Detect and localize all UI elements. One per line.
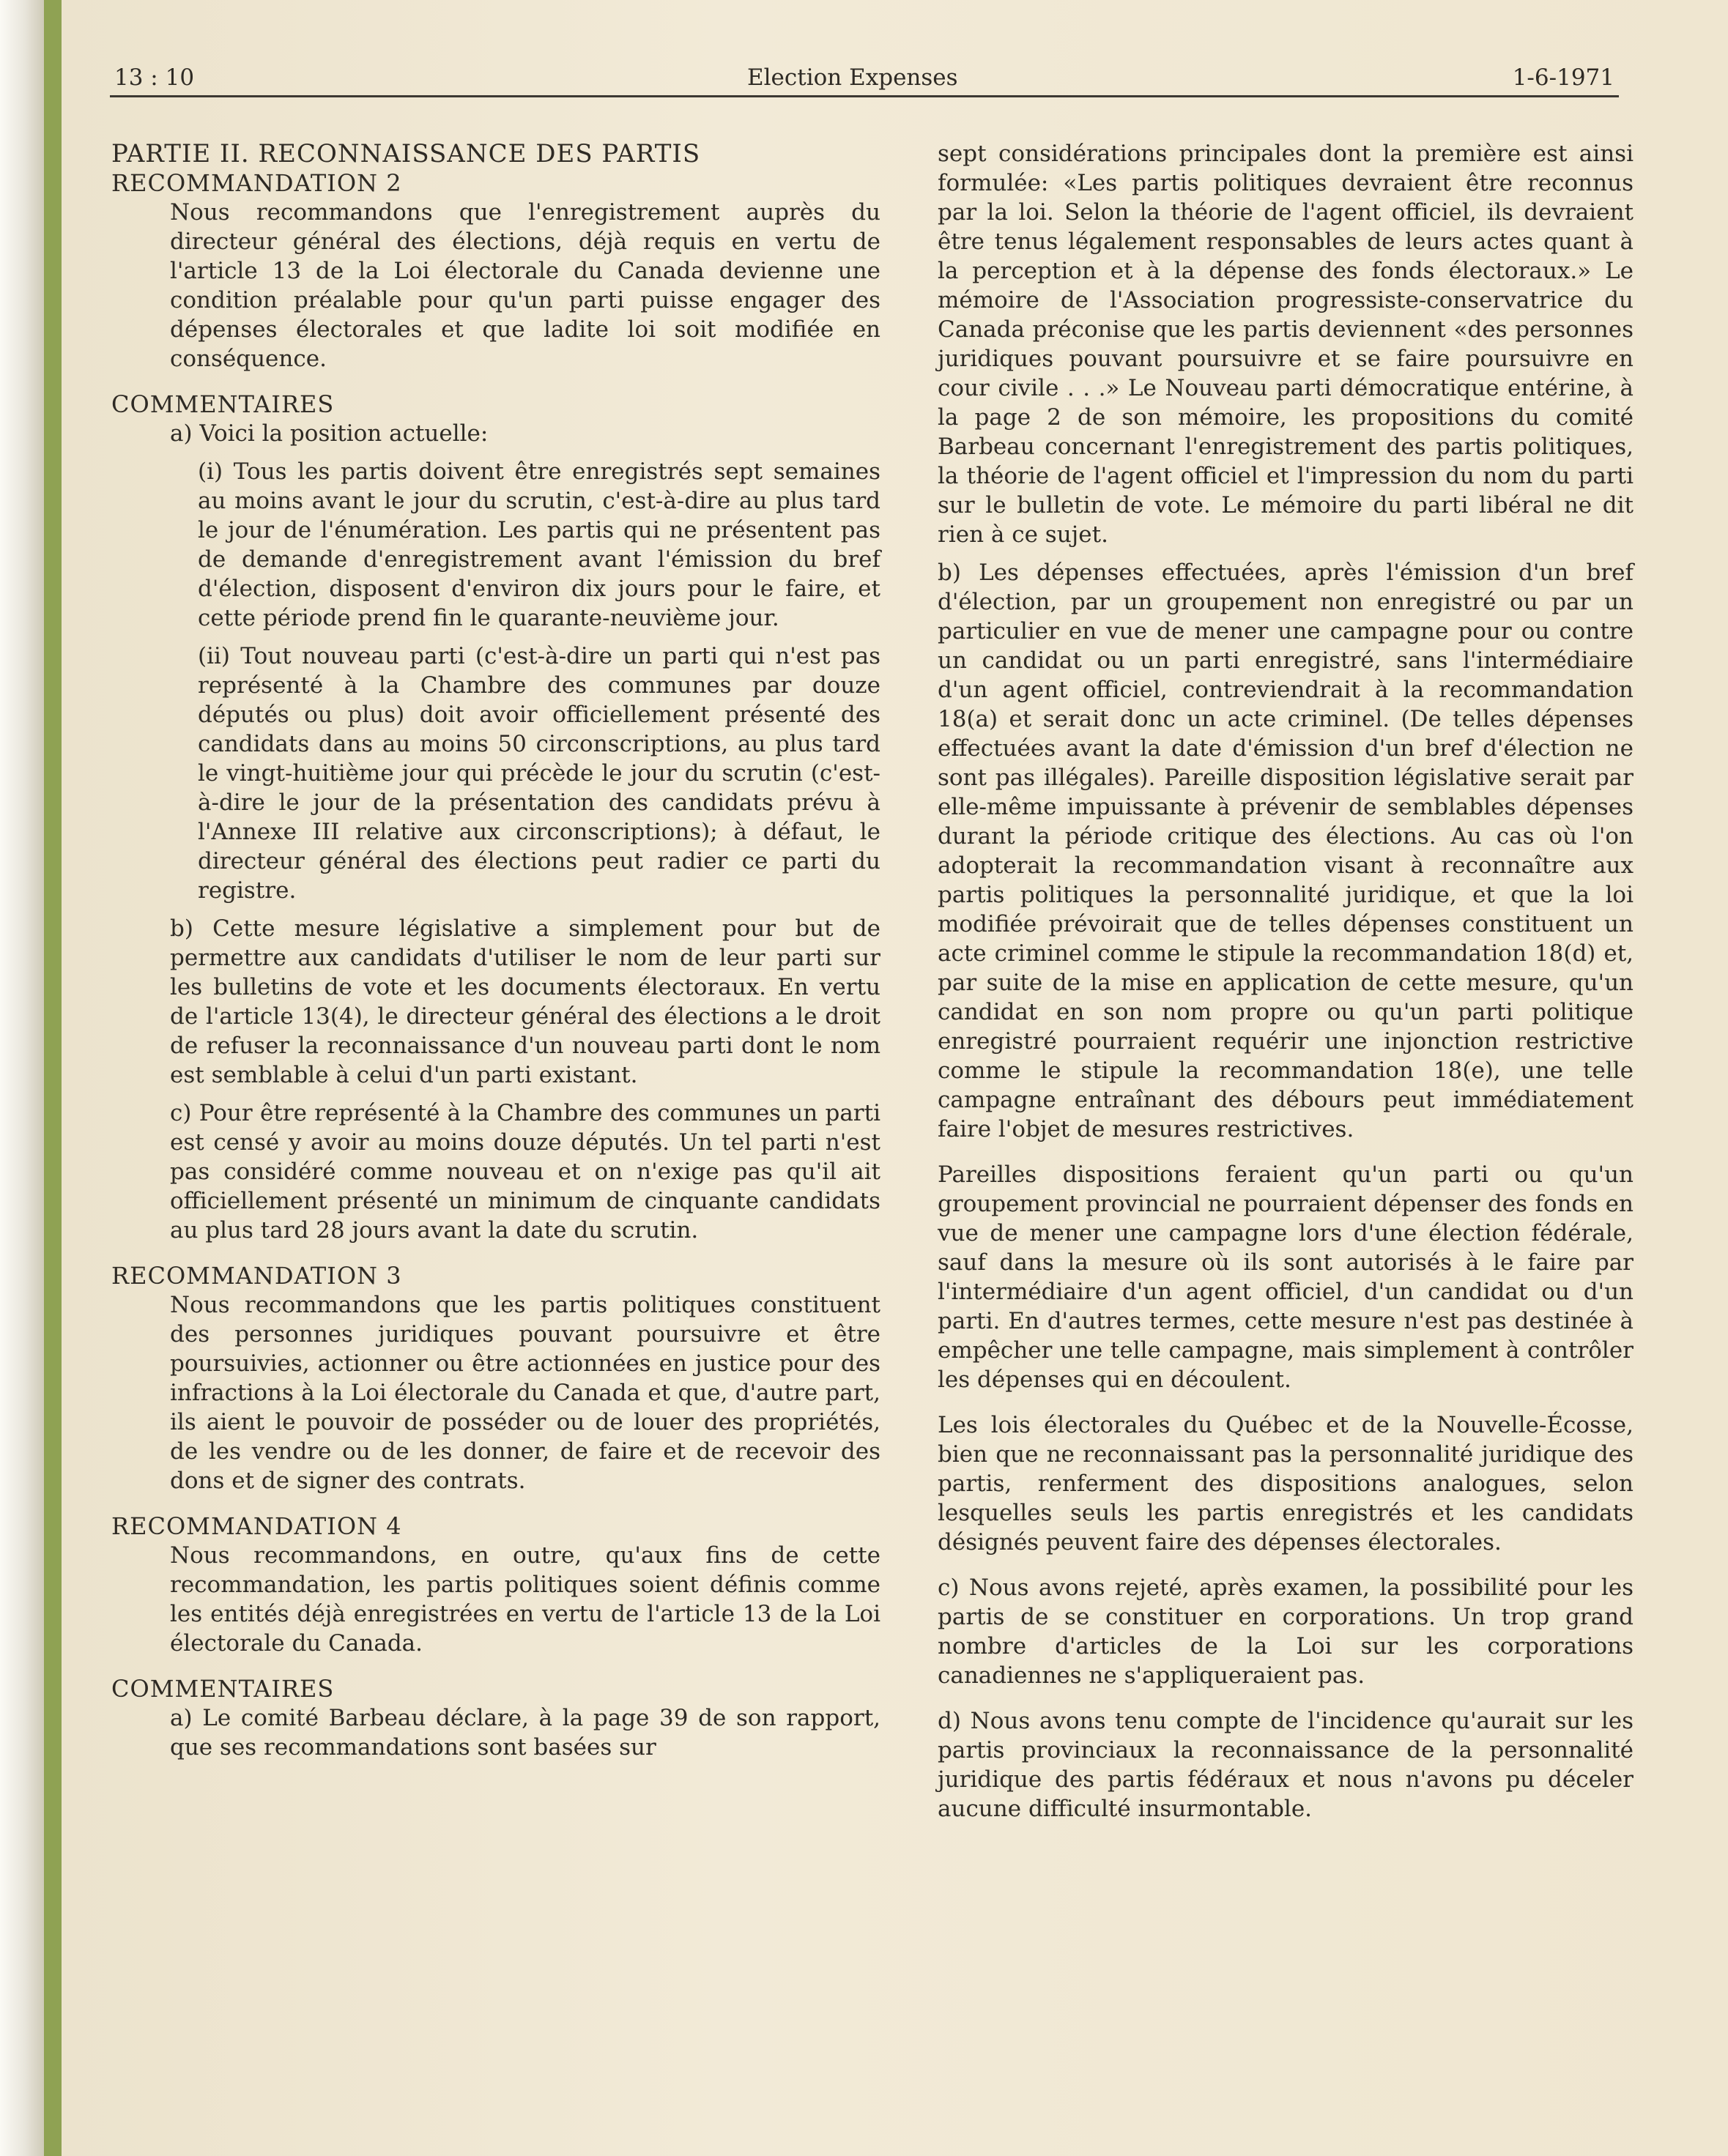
comments-heading-2: COMMENTAIRES	[111, 1675, 335, 1703]
recommendation-4-heading: RECOMMANDATION 4	[111, 1512, 402, 1540]
recommendation-2-heading: RECOMMANDATION 2	[111, 169, 402, 197]
recommendation-4-text: Nous recommandons, en outre, qu'aux fins de cette recommandation, les partis politiques soient définis comme les entités déjà enregistrées en vertu de l'article 13 de la Loi électorale du Canada.	[170, 1542, 880, 1657]
part-title: PARTIE II. RECONNAISSANCE DES PARTIS	[111, 139, 701, 168]
comment-1a-ii: (ii) Tout nouveau parti (c'est-à-dire un parti qui n'est pas représenté à la Chambre des communes par douze députés ou plus) doit avoir officiellement présenté des candidats dans au moins 50 circonscriptions, au plus tard le vingt-huitième jour qui précède le jour du scrutin (c'est-à-dire le jour de la présentation des candidats prévu à l'Annexe III relative aux circonscriptions); à défaut, le directeur général des élections peut radier ce parti du registre.	[198, 643, 880, 904]
comments-heading-1: COMMENTAIRES	[111, 390, 335, 418]
right-column	[938, 139, 1634, 1824]
right-paragraph-6: d) Nous avons tenu compte de l'incidence qu'aurait sur les partis provinciaux la reconnaissance de la personnalité juridique des partis fédéraux et nous n'avons pu déceler aucune difficulté insurmontable.	[938, 1708, 1634, 1822]
right-paragraph-3: Pareilles dispositions feraient qu'un parti ou qu'un groupement provincial ne pourraient dépenser des fonds en vue de mener une campagne lors d'une élection fédérale, sauf dans la mesure où ils sont autorisés à le faire par l'intermédiaire d'un agent officiel, d'un candidat ou d'un parti. En d'autres termes, cette mesure n'est pas destinée à empêcher une telle campagne, mais simplement à contrôler les dépenses qui en découlent.	[938, 1161, 1634, 1393]
page-number: 13 : 10	[114, 64, 195, 91]
left-column	[111, 139, 880, 1762]
comment-1a-i: (i) Tous les partis doivent être enregistrés sept semaines au moins avant le jour du scrutin, c'est-à-dire au plus tard le jour de l'énumération. Les partis qui ne présentent pas de demande d'enregistrement avant l'émission du bref d'élection, disposent d'environ dix jours pour le faire, et cette période prend fin le quarante-neuvième jour.	[198, 458, 880, 631]
right-paragraph-2: b) Les dépenses effectuées, après l'émission d'un bref d'élection, par un groupement non enregistré ou par un particulier en vue de mener une campagne pour ou contre un candidat ou un parti enregistré, sans l'intermédiaire d'un agent officiel, contreviendrait à la recommandation 18(a) et serait donc un acte criminel. (De telles dépenses effectuées avant la date d'émission d'un bref d'élection ne sont pas illégales). Pareille disposition législative serait par elle-même impuissante à prévenir de semblables dépenses durant la période critique des élections. Au cas où l'on adopterait la recommandation visant à reconnaître aux partis politiques la personnalité juridique, et que la loi modifiée prévoirait que de telles dépenses constituent un acte criminel comme le stipule la recommandation 18(d) et, par suite de la mise en application de cette mesure, qu'un candidat en son nom propre ou qu'un parti politique enregistré pourraient requérir une injonction restrictive comme le stipule la recommandation 18(e), une telle campagne entraînant des débours peut immédiatement faire l'objet de mesures restrictives.	[938, 560, 1634, 1142]
recommendation-3-heading: RECOMMANDATION 3	[111, 1262, 402, 1290]
header-date: 1-6-1971	[1512, 64, 1614, 91]
page-stack-edge	[0, 0, 44, 2156]
header-title: Election Expenses	[747, 64, 958, 91]
right-paragraph-4: Les lois électorales du Québec et de la Nouvelle-Écosse, bien que ne reconnaissant pas la personnalité juridique des partis, renferment des dispositions analogues, selon lesquelles seuls les partis enregistrés et les candidats désignés peuvent faire des dépenses électorales.	[938, 1412, 1634, 1555]
comment-1a: a) Voici la position actuelle:	[170, 420, 489, 447]
right-paragraph-1: sept considérations principales dont la première est ainsi formulée: «Les partis politiques devraient être reconnus par la loi. Selon la théorie de l'agent officiel, ils devraient être tenus légalement responsables de leurs actes quant à la perception et à la dépense des fonds électoraux.» Le mémoire de l'Association progressiste-conservatrice du Canada préconise que les partis deviennent «des personnes juridiques pouvant poursuivre et se faire poursuivre en cour civile . . .» Le Nouveau parti démocratique entérine, à la page 2 de son mémoire, les propositions du comité Barbeau concernant l'enregistrement des partis politiques, la théorie de l'agent officiel et l'impression du nom du parti sur le bulletin de vote. Le mémoire du parti libéral ne dit rien à ce sujet.	[938, 141, 1634, 548]
comment-2a: a) Le comité Barbeau déclare, à la page 39 de son rapport, que ses recommandations sont basées sur	[170, 1705, 880, 1761]
recommendation-3-text: Nous recommandons que les partis politiques constituent des personnes juridiques pouvant poursuivre et être poursuivies, actionner ou être actionnées en justice pour des infractions à la Loi électorale du Canada et que, d'autre part, ils aient le pouvoir de posséder ou de louer des propriétés, de les vendre ou de les donner, de faire et de recevoir des dons et de signer des contrats.	[170, 1292, 880, 1494]
comment-1b: b) Cette mesure législative a simplement pour but de permettre aux candidats d'utiliser le nom de leur parti sur les bulletins de vote et les documents électoraux. En vertu de l'article 13(4), le directeur général des élections a le droit de refuser la reconnaissance d'un nouveau parti dont le nom est semblable à celui d'un parti existant.	[170, 915, 880, 1088]
right-paragraph-5: c) Nous avons rejeté, après examen, la possibilité pour les partis de se constituer en corporations. Un trop grand nombre d'articles de la Loi sur les corporations canadiennes ne s'appliqueraient pas.	[938, 1575, 1634, 1689]
binding-strip	[44, 0, 62, 2156]
running-header	[110, 48, 1619, 97]
comment-1c: c) Pour être représenté à la Chambre des communes un parti est censé y avoir au moins douze députés. Un tel parti n'est pas considéré comme nouveau et on n'exige pas qu'il ait officiellement présenté un minimum de cinquante candidats au plus tard 28 jours avant la date du scrutin.	[170, 1100, 880, 1244]
recommendation-2-text: Nous recommandons que l'enregistrement auprès du directeur général des élections, déjà requis en vertu de l'article 13 de la Loi électorale du Canada devienne une condition préalable pour qu'un parti puisse engager des dépenses électorales et que ladite loi soit modifiée en conséquence.	[170, 199, 880, 372]
